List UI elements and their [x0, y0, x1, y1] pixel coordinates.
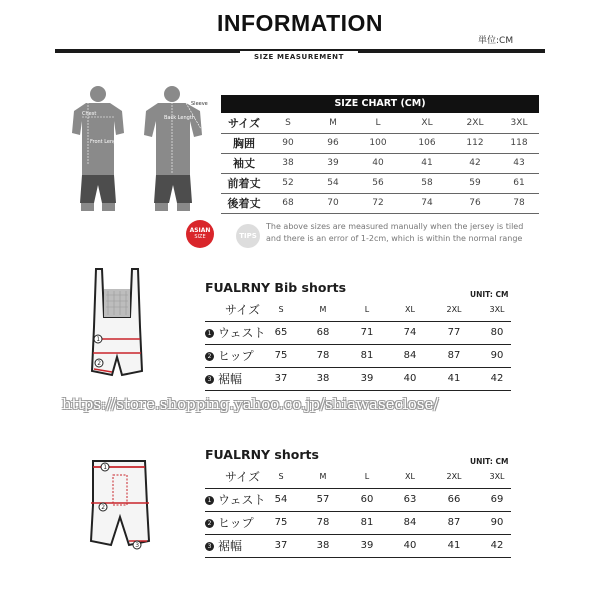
store-url-watermark: https://store.shopping.yahoo.co.jp/shiawaseclose/	[62, 395, 439, 413]
bib-shorts-row	[205, 345, 511, 368]
bib-shorts-cell: 80	[490, 327, 504, 338]
shorts-row-text: ヒップ	[218, 516, 254, 530]
bib-shorts-cell: 41	[447, 373, 461, 384]
shorts-unit: UNIT: CM	[470, 457, 509, 466]
shorts-cell: 87	[447, 517, 461, 528]
bib-shorts-row-label	[205, 345, 254, 367]
bib-shorts-size: XL	[405, 305, 415, 314]
size-chart-cell: 59	[469, 178, 481, 188]
shorts-cell: 78	[316, 517, 330, 528]
bib-shorts-cell: 78	[316, 350, 330, 361]
shorts-cell: 75	[274, 517, 288, 528]
size-chart-cell: 52	[282, 178, 294, 188]
shorts-row-label	[205, 489, 266, 511]
bib-shorts-cell: 65	[274, 327, 288, 338]
section-subtitle: SIZE MEASUREMENT	[240, 51, 358, 63]
jersey-figure-illustration	[60, 85, 220, 220]
chest-label: Chest	[82, 111, 97, 117]
bib-shorts-cell: 42	[490, 373, 504, 384]
shorts-cell: 84	[403, 517, 417, 528]
row-number-badge: 1	[205, 329, 214, 338]
size-chart-row-label: 前着丈	[227, 177, 261, 190]
shorts-row-label	[205, 512, 254, 534]
row-number-badge: 2	[205, 519, 214, 528]
size-chart-header: SIZE CHART (CM)	[221, 95, 539, 113]
bib-shorts-size: 3XL	[489, 305, 505, 314]
size-chart-row	[221, 134, 539, 154]
shorts-cell: 54	[274, 494, 288, 505]
bib-shorts-row	[205, 368, 511, 391]
size-chart-cell: 68	[282, 198, 294, 208]
asian-badge-line1: ASIAN	[189, 227, 211, 234]
size-chart-cell: 40	[372, 158, 384, 168]
measurement-note-line1: The above sizes are measured manually when the jersey is tiled	[266, 222, 524, 231]
size-chart-cell: 58	[421, 178, 433, 188]
shorts-row-text: 裾幅	[218, 539, 243, 553]
size-chart-cell: 100	[369, 138, 387, 148]
size-chart-cell: 90	[282, 138, 294, 148]
shorts-size: 3XL	[489, 472, 505, 481]
shorts-size: XL	[405, 472, 415, 481]
bib-shorts-cell: 38	[316, 373, 330, 384]
size-chart-size: M	[329, 118, 337, 128]
shorts-row	[205, 489, 511, 512]
size-chart-size: L	[375, 118, 381, 128]
measurement-note-line2: and there is an error of 1-2cm, which is within the normal range	[266, 234, 523, 243]
size-chart-row-label: サイズ	[227, 117, 261, 130]
shorts-cell: 66	[447, 494, 461, 505]
shorts-row-text: ウェスト	[218, 493, 266, 507]
shorts-row-label: サイズ	[225, 470, 261, 484]
shorts-title: FUALRNY shorts	[205, 447, 319, 462]
size-chart-size: 3XL	[510, 118, 528, 128]
size-chart-cell: 78	[513, 198, 525, 208]
size-chart-cell: 70	[327, 198, 339, 208]
bib-shorts-row-label: サイズ	[225, 303, 261, 317]
bib-shorts-cell: 84	[403, 350, 417, 361]
front-length-label: Front Length	[90, 139, 122, 145]
size-chart-cell: 39	[327, 158, 339, 168]
bib-shorts-row	[205, 322, 511, 345]
bib-marker-2: 2	[97, 360, 102, 367]
row-number-badge: 3	[205, 542, 214, 551]
bib-marker-1: 1	[96, 336, 101, 343]
size-chart-cell: 42	[469, 158, 481, 168]
row-number-badge: 1	[205, 496, 214, 505]
size-chart-cell: 118	[510, 138, 528, 148]
bib-shorts-row-text: ヒップ	[218, 349, 254, 363]
bib-shorts-unit: UNIT: CM	[470, 290, 509, 299]
size-chart-cell: 96	[327, 138, 339, 148]
bib-shorts-cell: 74	[403, 327, 417, 338]
bib-shorts-cell: 90	[490, 350, 504, 361]
size-chart-cell: 41	[421, 158, 433, 168]
sleeve-label: Sleeve	[191, 101, 208, 107]
size-chart-cell: 72	[372, 198, 384, 208]
bib-shorts-size: S	[278, 305, 284, 314]
size-chart-cell: 112	[466, 138, 484, 148]
size-chart-size: XL	[421, 118, 433, 128]
tips-badge: TIPS	[236, 224, 260, 248]
page-title: INFORMATION	[216, 10, 384, 36]
shorts-size: S	[278, 472, 284, 481]
bib-shorts-cell: 68	[316, 327, 330, 338]
shorts-size: M	[319, 472, 327, 481]
bib-shorts-cell: 81	[360, 350, 374, 361]
shorts-cell: 81	[360, 517, 374, 528]
shorts-marker-3: 3	[135, 542, 140, 549]
size-chart-cell: 56	[372, 178, 384, 188]
shorts-marker-2: 2	[101, 504, 106, 511]
shorts-row	[205, 535, 511, 558]
size-chart-cell: 106	[418, 138, 436, 148]
bib-shorts-cell: 40	[403, 373, 417, 384]
shorts-cell: 42	[490, 540, 504, 551]
shorts-cell: 38	[316, 540, 330, 551]
shorts-row	[205, 512, 511, 535]
asian-badge-line2: SIZE	[194, 234, 206, 240]
asian-size-badge	[186, 220, 214, 248]
shorts-marker-1: 1	[103, 464, 108, 471]
size-chart-size: 2XL	[466, 118, 484, 128]
bib-shorts-row-text: 裾幅	[218, 372, 243, 386]
bib-shorts-size-row	[205, 299, 511, 322]
shorts-cell: 60	[360, 494, 374, 505]
size-chart-cell: 38	[282, 158, 294, 168]
bib-shorts-cell: 71	[360, 327, 374, 338]
size-chart-row-label: 胸囲	[233, 137, 255, 150]
size-chart-cell: 74	[421, 198, 433, 208]
bib-shorts-title: FUALRNY Bib shorts	[205, 280, 347, 295]
size-chart-row	[221, 154, 539, 174]
bib-shorts-size: L	[364, 305, 370, 314]
size-chart-row	[221, 174, 539, 194]
shorts-cell: 39	[360, 540, 374, 551]
bib-shorts-cell: 37	[274, 373, 288, 384]
size-chart-cell: 76	[469, 198, 481, 208]
bib-shorts-illustration	[82, 265, 152, 387]
bib-shorts-row-label	[205, 368, 242, 390]
bib-shorts-size: 2XL	[446, 305, 462, 314]
shorts-cell: 40	[403, 540, 417, 551]
shorts-illustration	[85, 455, 155, 555]
size-chart-cell: 43	[513, 158, 525, 168]
front-figure	[72, 86, 124, 211]
shorts-cell: 57	[316, 494, 330, 505]
bib-shorts-cell: 77	[447, 327, 461, 338]
size-chart-size-row	[221, 114, 539, 134]
size-chart-size: S	[285, 118, 291, 128]
size-chart-cell: 61	[513, 178, 525, 188]
row-number-badge: 2	[205, 352, 214, 361]
back-length-label: Back Length	[164, 115, 195, 121]
size-chart-cell: 54	[327, 178, 339, 188]
bib-shorts-cell: 39	[360, 373, 374, 384]
bib-shorts-size: M	[319, 305, 327, 314]
size-chart-row	[221, 194, 539, 214]
shorts-size: 2XL	[446, 472, 462, 481]
shorts-cell: 69	[490, 494, 504, 505]
shorts-row-label	[205, 535, 242, 557]
bib-shorts-row-label	[205, 322, 266, 344]
bib-shorts-row-text: ウェスト	[218, 326, 266, 340]
shorts-cell: 63	[403, 494, 417, 505]
unit-label: 単位:CM	[478, 36, 514, 46]
size-chart-row-label: 袖丈	[233, 157, 255, 170]
shorts-cell: 37	[274, 540, 288, 551]
shorts-cell: 90	[490, 517, 504, 528]
bib-shorts-cell: 87	[447, 350, 461, 361]
shorts-cell: 41	[447, 540, 461, 551]
size-chart-row-label: 後着丈	[227, 197, 261, 210]
bib-shorts-cell: 75	[274, 350, 288, 361]
row-number-badge: 3	[205, 375, 214, 384]
shorts-size-row	[205, 466, 511, 489]
shorts-size: L	[364, 472, 370, 481]
